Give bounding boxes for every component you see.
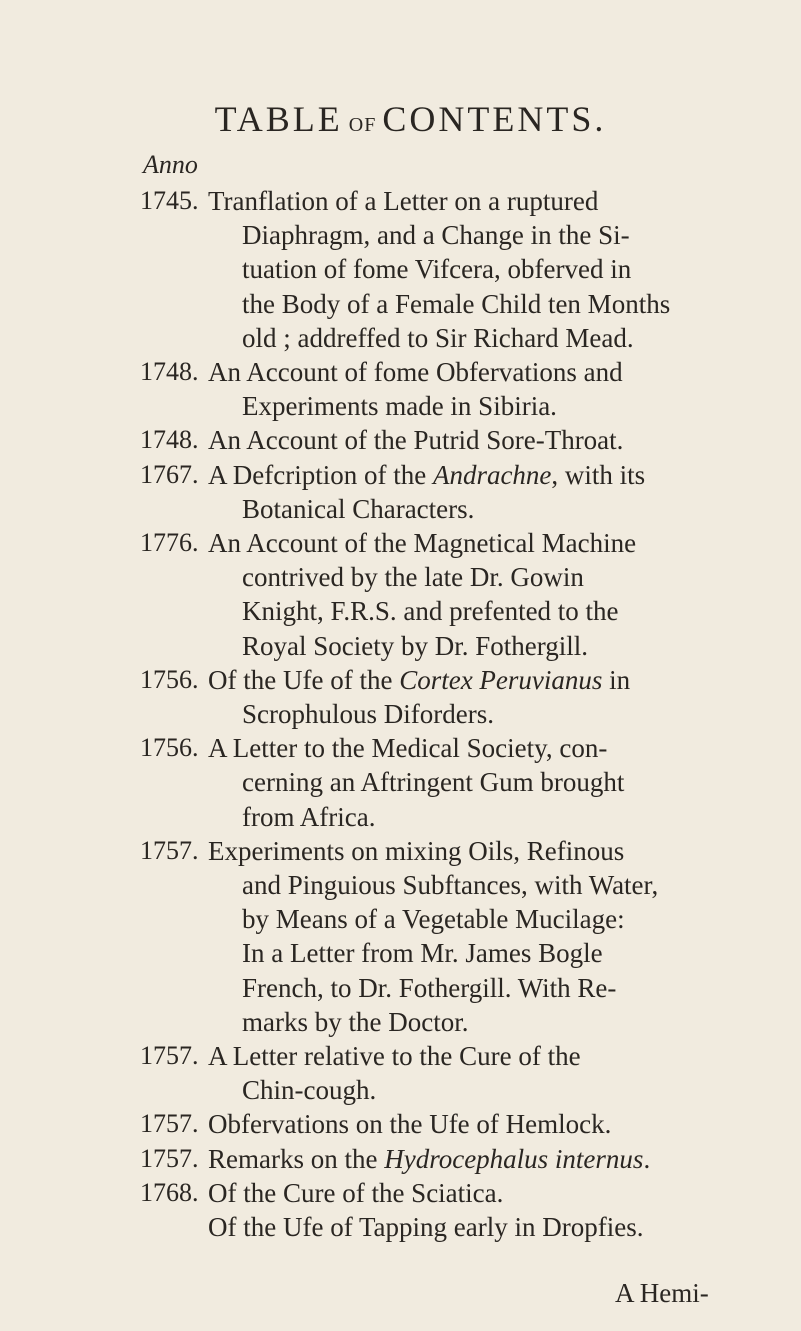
entry-year: 1767. xyxy=(140,459,199,489)
catchword: A Hemi- xyxy=(615,1278,709,1308)
entry-year: 1756. xyxy=(140,733,199,763)
entry-year: 1757. xyxy=(140,1143,199,1173)
entry-line: from Africa. xyxy=(242,801,376,832)
entry-title xyxy=(208,731,790,834)
contents-entry xyxy=(140,1210,790,1244)
header-table: TABLE xyxy=(214,99,343,139)
entry-line: marks by the Doctor. xyxy=(242,1006,469,1037)
entry-title xyxy=(208,1107,790,1141)
entry-line: Knight, F.R.S. and prefented to the xyxy=(242,596,619,627)
entry-title xyxy=(208,458,790,526)
entry-year: 1756. xyxy=(140,664,199,694)
contents-entry xyxy=(140,1176,790,1210)
entry-line: Chin-cough. xyxy=(242,1075,377,1106)
contents-entry xyxy=(140,423,790,457)
entry-year: 1757. xyxy=(140,1041,199,1071)
entry-line: by Means of a Vegetable Mucilage: xyxy=(242,904,625,935)
entry-line: Of the Ufe of the Cortex Peruvianus in xyxy=(208,664,631,695)
entry-line: An Account of the Putrid Sore-Throat. xyxy=(208,425,624,456)
entry-line: Botanical Characters. xyxy=(242,493,475,524)
contents-entry xyxy=(140,834,790,1039)
entry-year: 1745. xyxy=(140,186,199,215)
contents-entry xyxy=(140,1107,790,1141)
entry-line: A Letter to the Medical Society, con- xyxy=(208,733,608,764)
contents-entry xyxy=(140,458,790,526)
entry-line: and Pinguious Subftances, with Water, xyxy=(242,870,659,901)
contents-entry xyxy=(140,355,790,423)
entry-line: Royal Society by Dr. Fothergill. xyxy=(242,630,588,661)
entry-title xyxy=(208,663,790,731)
entry-year xyxy=(140,1210,208,1244)
entry-title xyxy=(208,355,790,423)
entry-line: Scrophulous Diforders. xyxy=(242,699,494,730)
contents-entry xyxy=(140,663,790,731)
entry-line: contrived by the late Dr. Gowin xyxy=(242,562,584,593)
entry-year: 1757. xyxy=(140,835,199,865)
entry-line: Of the Ufe of Tapping early in Dropfies. xyxy=(208,1212,644,1243)
entry-year: 1748. xyxy=(140,357,199,387)
entry-year: 1757. xyxy=(140,1109,199,1139)
entry-line: cerning an Aftringent Gum brought xyxy=(242,767,625,798)
contents-entry xyxy=(140,1039,790,1107)
contents-entry xyxy=(140,731,790,834)
entry-line: French, to Dr. Fothergill. With Re- xyxy=(242,972,617,1003)
anno-label: Anno xyxy=(143,150,198,179)
page-header xyxy=(0,98,801,140)
entry-line: Obfervations on the Ufe of Hemlock. xyxy=(208,1109,612,1140)
header-of: OF xyxy=(348,114,377,136)
contents-entry xyxy=(140,1142,790,1176)
entry-line: Remarks on the Hydrocephalus internus. xyxy=(208,1143,651,1174)
entry-line: tuation of fome Vifcera, obferved in xyxy=(242,254,632,285)
entry-line: An Account of fome Obfervations and xyxy=(208,357,623,388)
entry-line: the Body of a Female Child ten Months xyxy=(242,288,671,319)
header-contents: CONTENTS. xyxy=(382,99,607,139)
entry-line: A Defcription of the Andrachne, with its xyxy=(208,459,646,490)
entry-title xyxy=(208,184,790,355)
entry-title xyxy=(208,834,790,1039)
entry-line: Experiments made in Sibiria. xyxy=(242,391,557,422)
entry-line: Experiments on mixing Oils, Refinous xyxy=(208,835,625,866)
entry-title xyxy=(208,1176,790,1210)
entry-line: old ; addreffed to Sir Richard Mead. xyxy=(242,322,634,353)
entry-title xyxy=(208,1142,790,1176)
entry-year: 1768. xyxy=(140,1177,199,1207)
entry-line: Tranflation of a Letter on a ruptured xyxy=(208,186,599,216)
entry-year: 1748. xyxy=(140,425,199,455)
entry-title xyxy=(208,526,790,663)
contents-entry xyxy=(140,526,790,663)
entry-line: A Letter relative to the Cure of the xyxy=(208,1041,581,1072)
entry-line: In a Letter from Mr. James Bogle xyxy=(242,938,603,969)
contents-entry xyxy=(140,184,790,355)
entry-title xyxy=(208,1210,790,1244)
entry-line: Of the Cure of the Sciatica. xyxy=(208,1177,504,1208)
entry-title xyxy=(208,423,790,457)
contents-list xyxy=(140,184,790,1244)
entry-line: An Account of the Magnetical Machine xyxy=(208,528,637,559)
entry-title xyxy=(208,1039,790,1107)
entry-line: Diaphragm, and a Change in the Si- xyxy=(242,220,630,251)
entry-year: 1776. xyxy=(140,528,199,558)
